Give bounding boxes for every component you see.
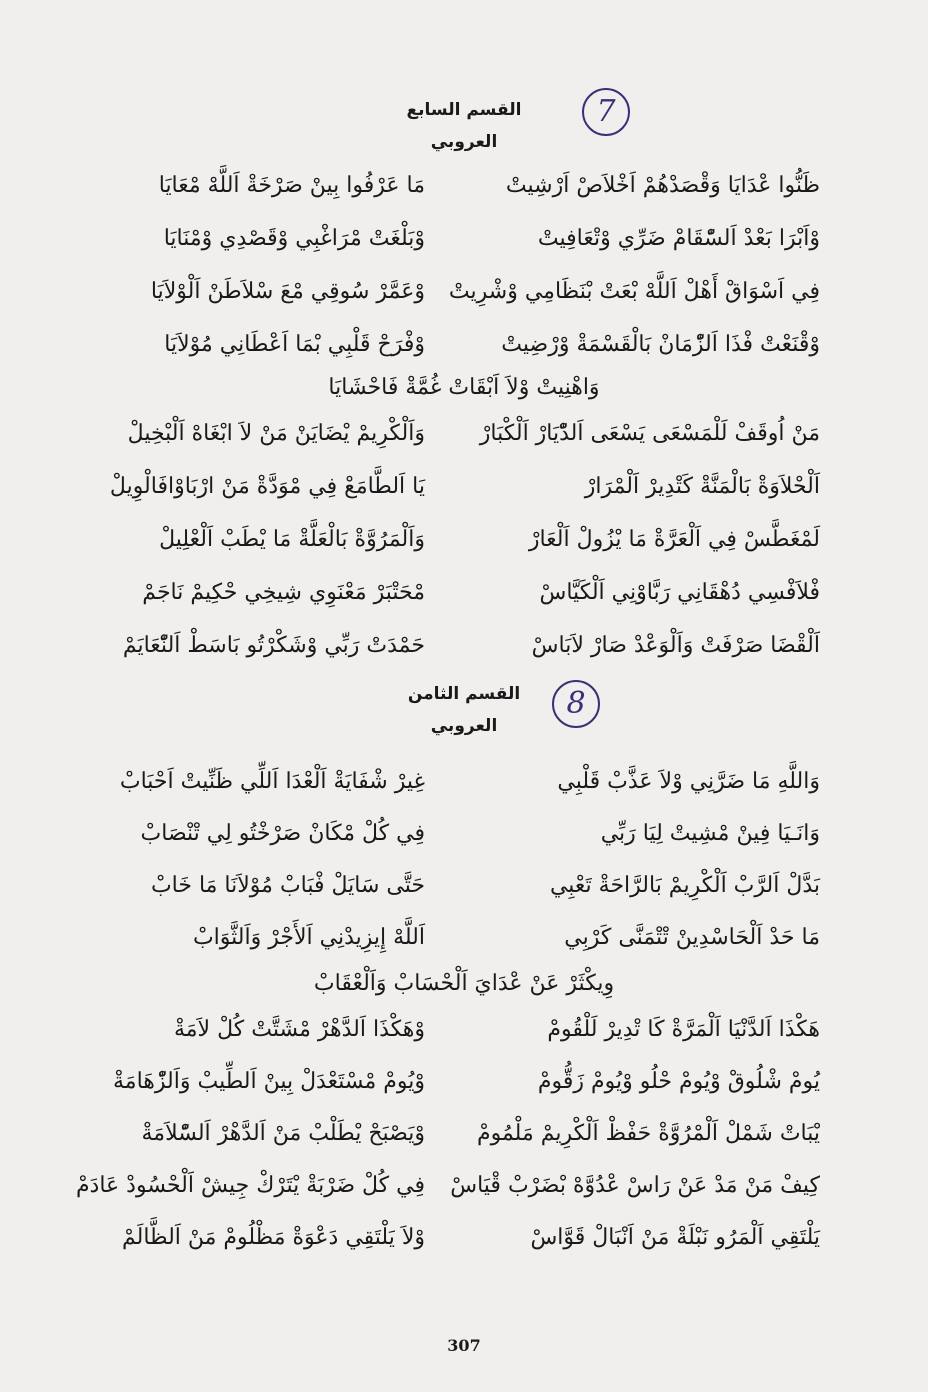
section-7-center-verse: وَاهْنِيتْ وْلاَ اَبْقَاتْ غُمَّةْ فَاحْشَايَا [328,375,600,400]
verse-second-hemistich: وْهَكْذَا اَلدَّهْرْ مْشَتَّتْ كُلْ لاَمَةْ [173,1017,425,1042]
section-8-subtitle: العروبي [430,716,498,736]
verse-first-hemistich: بَدَّلْ اَلرَّبْ اَلْكْرِيمْ بَالرَّاحَةْ تَعْبِي [549,873,820,898]
verse-second-hemistich: فِي كُلْ ضَرْبَةْ يْتَرْكْ جِيشْ اَلْحْسُودْ عَادَمْ [75,1173,425,1198]
verse-first-hemistich: كِيفْ مَنْ مَدْ عَنْ رَاسْ عْدُوَّهْ بْضَرْبْ قْيَاسْ [450,1173,820,1198]
verse-second-hemistich: يَا اَلطَّامَعْ فِي مْوَدَّةْ مَنْ ارْبَاوْافَالْوِيلْ [109,474,425,499]
verse-first-hemistich: اَلْحْلاَوَةْ بَالْمَنَّةْ كَتْدِيرْ اَلْمْرَارْ [584,474,820,499]
verse-second-hemistich: حَتَّى سَايَلْ فْبَابْ مُوْلاَنَا مَا خَابْ [150,873,425,898]
section-7-subtitle: العروبي [430,132,498,152]
verse-second-hemistich: مَا عَرْفُوا بِينْ صَرْخَةْ اَللَّهْ مْعَايَا [158,173,425,198]
section-8-title: القسم الثامن [407,684,521,704]
verse-second-hemistich: اَللَّهْ إِيزِيدْنِي اَلأَجْرْ وَاَلثَّوَابْ [192,925,425,950]
verse-first-hemistich: هَكْذَا اَلدَّنْيَا اَلْمَرَّةْ كَا تْدِيرْ لَلْقُومْ [547,1017,820,1042]
verse-first-hemistich: يْبَاتْ شَمْلْ اَلْمْرُوَّةْ حَفْظْ اَلْكْرِيمْ مَلْمُومْ [476,1121,820,1146]
verse-second-hemistich: وْفْرَحْ قَلْبِي بْمَا اَعْطَانِي مُوْلاَيَا [164,332,425,357]
verse-first-hemistich: لَمْغَطَّسْ فِي اَلْعَرَّةْ مَا يْزُولْ اَلْعَارْ [528,527,820,552]
section-7-title: القسم السابع [406,100,522,120]
verse-first-hemistich: يُومْ شْلُوقْ وْيُومْ حْلُو وْيُومْ زَقُّومْ [537,1069,820,1094]
verse-first-hemistich: مَا حَدْ اَلْحَاسْدِينْ تْتْمَنَّى كَرْبِي [564,925,820,950]
section-7-number: 7 [582,88,630,136]
verse-second-hemistich: وَاَلْكْرِيمْ يْضَايَنْ مَنْ لاَ ابْغَاهْ اَلْبْخِيلْ [127,421,425,446]
verse-second-hemistich: وْلاَ يَلْتَقِي دَعْوَةْ مَظْلُومْ مَنْ اَلظَّالَمْ [121,1225,425,1250]
verse-first-hemistich: وْاَبْرَا بَعْدْ اَلسّْقَامْ ضَرِّي وْتْعَافِيتْ [537,226,820,251]
verse-first-hemistich: وَاللَّهِ مَا ضَرَّنِي وْلاَ عَذَّبْ قَلْبِي [557,769,820,794]
verse-first-hemistich: فْلاَفْسِي دُهْقَانِي رَبَّاوْنِي اَلْكَيَّاسْ [539,580,820,605]
verse-first-hemistich: مَنْ اُوقَفْ لَلْمَسْعَى يَسْعَى اَلدّْيَارْ اَلْكْبَارْ [479,421,820,446]
verse-first-hemistich: وَانَـيَا فِينْ مْشِيتْ لِيَا رَبِّي [600,821,820,846]
verse-second-hemistich: وْبَلْغَتْ مْرَاغْبِي وْقَصْدِي وْمْنَايَا [163,226,425,251]
verse-second-hemistich: غِيرْ شْفَايَةْ اَلْعْدَا اَللِّي ظَنِّيتْ اَحْبَابْ [119,769,425,794]
verse-second-hemistich: حَمْدَتْ رَبِّي وْشَكْرْتُو بَاسَطْ اَلنّْعَايَمْ [122,633,425,658]
verse-first-hemistich: ظَنُّوا عْدَايَا وَقْصَدْهُمْ اَخْلاَصْ اَرْشِيتْ [505,173,820,198]
verse-second-hemistich: فِي كُلْ مْكَانْ صَرْخْتُو لِي تْنْصَابْ [140,821,425,846]
verse-second-hemistich: وَاَلْمَرُوَّةْ بَالْعَلَّةْ مَا يْطَبْ اَلْعْلِيلْ [159,527,425,552]
section-8-center-verse: وِيكْثَرْ عَنْ عْدَايَ اَلْحْسَابْ وَاَلْعْقَابْ [313,971,615,996]
page-number: 307 [447,1336,481,1355]
verse-first-hemistich: فِي اَسْوَاقْ أَهْلْ اَللَّهْ بْعَتْ بْنَظَامِي وْشْرِيتْ [448,279,820,304]
verse-first-hemistich: اَلْقْضَا صَرْفَتْ وَاَلْوَعْدْ صَارْ لاَبَاسْ [531,633,820,658]
verse-first-hemistich: وْقْنَعْتْ فْذَا اَلزّْمَانْ بَالْقَسْمَةْ وْرْضِيتْ [501,332,820,357]
verse-second-hemistich: وْيَصْبَحْ يْطَلْبْ مَنْ اَلدَّهْرْ اَلسّْلاَمَةْ [141,1121,425,1146]
section-8-number: 8 [552,680,600,728]
verse-second-hemistich: مْحَتْبَرْ مَعْنَوِي شِيخِي حْكِيمْ نَاجَمْ [142,580,425,605]
verse-first-hemistich: يَلْتَقِي اَلْمَرُو نَبْلَةْ مَنْ اَنْبَالْ قَوَّاسْ [530,1225,820,1250]
verse-second-hemistich: وْيُومْ مْسْتَعْدَلْ بِينْ اَلطِّيبْ وَاَلزّْهَامَةْ [113,1069,425,1094]
verse-second-hemistich: وْعَمَّرْ سُوقِي مْعَ سْلاَطَنْ اَلْوْلاَيَا [150,279,425,304]
